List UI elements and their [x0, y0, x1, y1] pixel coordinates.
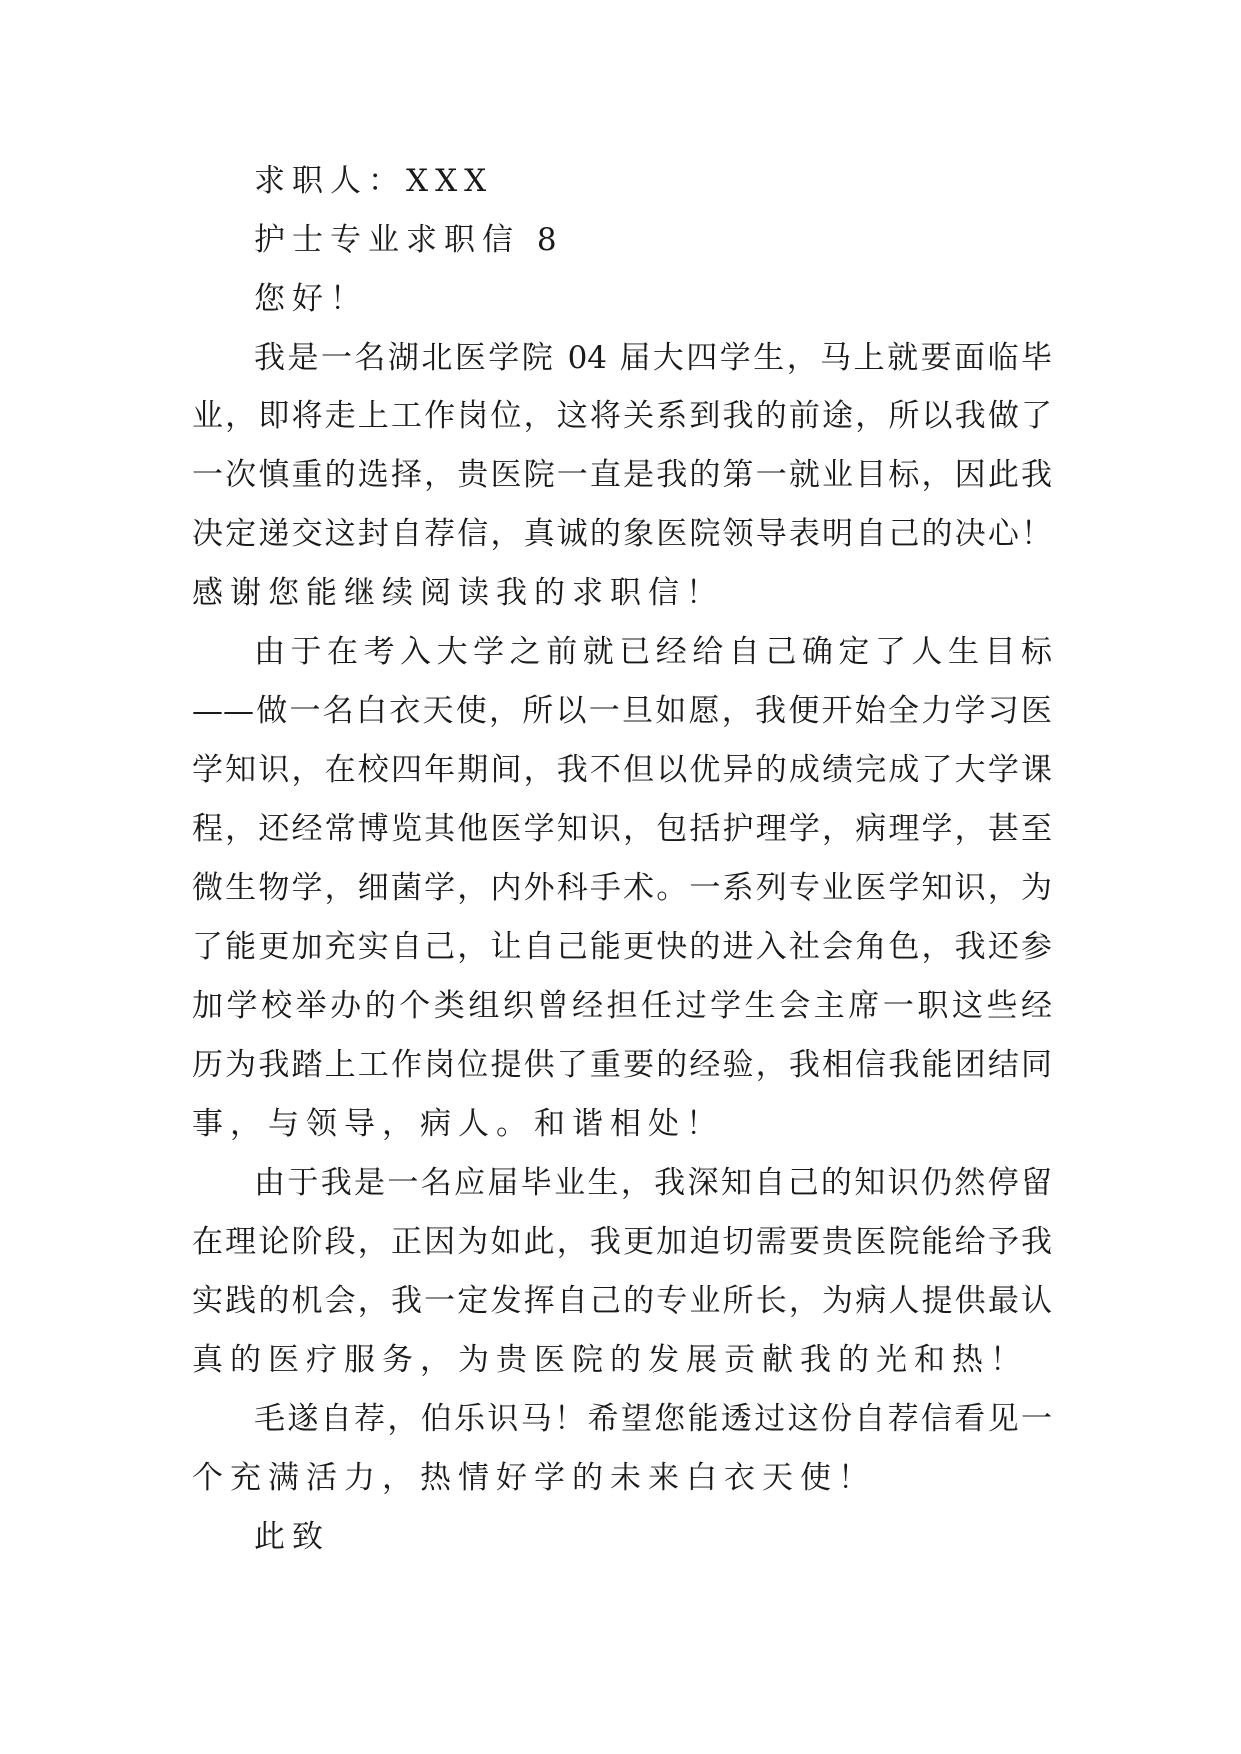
letter-title: 护士专业求职信 8	[254, 222, 564, 258]
paragraph-1-line-3: 一次慎重的选择，贵医院一直是我的第一就业目标，因此我	[192, 457, 1052, 493]
paragraph-1-line-5: 感谢您能继续阅读我的求职信！	[192, 575, 724, 611]
paragraph-3-line-1: 由于我是一名应届毕业生，我深知自己的知识仍然停留	[254, 1165, 1052, 1201]
paragraph-2-line-3: 学知识，在校四年期间，我不但以优异的成绩完成了大学课	[192, 752, 1052, 788]
paragraph-2-line-6: 了能更加充实自己，让自己能更快的进入社会角色，我还参	[192, 929, 1052, 965]
paragraph-2-line-4: 程，还经常博览其他医学知识，包括护理学，病理学，甚至	[192, 811, 1052, 847]
paragraph-2-line-5: 微生物学，细菌学，内外科手术。一系列专业医学知识，为	[192, 870, 1052, 906]
applicant-line: 求职人：XXX	[254, 163, 494, 199]
greeting: 您好！	[254, 281, 368, 317]
paragraph-3-line-2: 在理论阶段，正因为如此，我更加迫切需要贵医院能给予我	[192, 1224, 1052, 1260]
paragraph-2-line-8: 历为我踏上工作岗位提供了重要的经验，我相信我能团结同	[192, 1047, 1052, 1083]
closing: 此致	[254, 1519, 330, 1555]
paragraph-2-line-2: ——做一名白衣天使，所以一旦如愿，我便开始全力学习医	[192, 693, 1052, 729]
paragraph-1-line-2: 业，即将走上工作岗位，这将关系到我的前途，所以我做了	[192, 398, 1052, 434]
paragraph-2-line-7: 加学校举办的个类组织曾经担任过学生会主席一职这些经	[192, 988, 1052, 1024]
paragraph-3-line-4: 真的医疗服务，为贵医院的发展贡献我的光和热！	[192, 1342, 1028, 1378]
paragraph-4-line-1: 毛遂自荐，伯乐识马！希望您能透过这份自荐信看见一	[254, 1401, 1052, 1437]
paragraph-3-line-3: 实践的机会，我一定发挥自己的专业所长，为病人提供最认	[192, 1283, 1052, 1319]
paragraph-1-line-1: 我是一名湖北医学院 04 届大四学生，马上就要面临毕	[254, 340, 1052, 376]
paragraph-2-line-9: 事，与领导，病人。和谐相处！	[192, 1106, 724, 1142]
paragraph-4-line-2: 个充满活力，热情好学的未来白衣天使！	[192, 1460, 876, 1496]
paragraph-1-line-4: 决定递交这封自荐信，真诚的象医院领导表明自己的决心！	[192, 516, 1052, 552]
paragraph-2-line-1: 由于在考入大学之前就已经给自己确定了人生目标	[254, 634, 1052, 670]
